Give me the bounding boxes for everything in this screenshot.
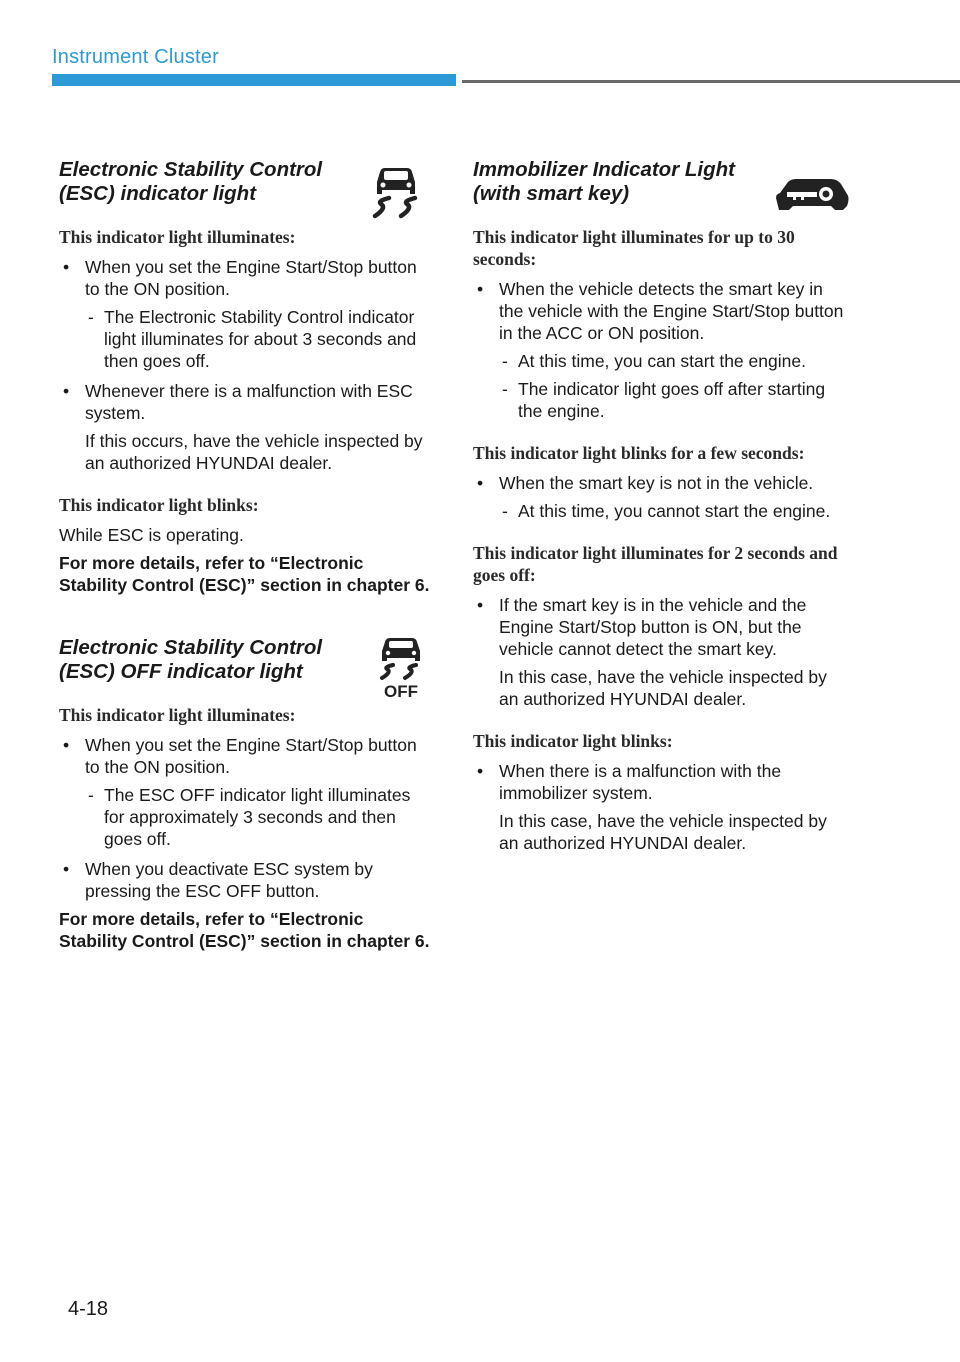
- list-item: • When you deactivate ESC system by pressing the ESC OFF button.: [59, 858, 431, 902]
- esc-section: [59, 158, 431, 596]
- immobilizer-key-icon: [771, 176, 851, 219]
- esc-off-icon-label: OFF: [384, 682, 418, 700]
- header-accent-bar: [52, 74, 456, 86]
- esc-off-indicator-icon: [375, 636, 427, 705]
- list-item: • If the smart key is in the vehicle and the Engine Start/Stop button is ON, but the vehicle cannot detect the smart key.: [473, 594, 849, 660]
- esc-title: Electronic Stability Control (ESC) indicator light: [59, 158, 323, 205]
- list-item: • When you set the Engine Start/Stop button to the ON position.: [59, 734, 431, 778]
- list-item: • When the vehicle detects the smart key in the vehicle with the Engine Start/Stop button in the ACC or ON position.: [473, 278, 849, 344]
- esc-off-section: [59, 636, 431, 952]
- list-subitem: - At this time, you cannot start the engine.: [473, 500, 849, 522]
- list-item: • When you set the Engine Start/Stop button to the ON position.: [59, 256, 431, 300]
- chapter-title: Instrument Cluster: [52, 46, 219, 68]
- esc-subhead-blinks: This indicator light blinks:: [59, 495, 259, 515]
- list-item: • Whenever there is a malfunction with ESC system.: [59, 380, 431, 424]
- header-rule: [462, 80, 960, 83]
- immobilizer-subhead-2-seconds: This indicator light illuminates for 2 seconds and goes off:: [473, 543, 838, 585]
- right-column: [473, 158, 849, 854]
- list-subitem: - At this time, you can start the engine.: [473, 350, 849, 372]
- list-subitem: - The indicator light goes off after starting the engine.: [473, 378, 849, 422]
- immobilizer-subhead-blinks-few: This indicator light blinks for a few seconds:: [473, 443, 805, 463]
- esc-subhead-illuminates: This indicator light illuminates:: [59, 227, 296, 247]
- list-note: In this case, have the vehicle inspected by an authorized HYUNDAI dealer.: [499, 811, 827, 853]
- list-note: In this case, have the vehicle inspected by an authorized HYUNDAI dealer.: [499, 667, 827, 709]
- list-item: • When there is a malfunction with the immobilizer system.: [473, 760, 849, 804]
- esc-reference: For more details, refer to “Electronic Stability Control (ESC)” section in chapter 6.: [59, 553, 430, 595]
- esc-indicator-icon: [367, 164, 427, 229]
- esc-off-title: Electronic Stability Control (ESC) OFF indicator light: [59, 636, 323, 683]
- list-item: • When the smart key is not in the vehicle.: [473, 472, 849, 494]
- immobilizer-section: [473, 158, 849, 854]
- immobilizer-title: Immobilizer Indicator Light (with smart key): [473, 158, 735, 205]
- esc-off-subhead-illuminates: This indicator light illuminates:: [59, 705, 296, 725]
- list-subitem: - The ESC OFF indicator light illuminates for approximately 3 seconds and then goes off.: [59, 784, 431, 850]
- esc-blink-text: While ESC is operating.: [59, 525, 244, 545]
- left-column: [59, 158, 431, 952]
- list-note: If this occurs, have the vehicle inspected by an authorized HYUNDAI dealer.: [85, 431, 423, 473]
- immobilizer-subhead-blinks: This indicator light blinks:: [473, 731, 673, 751]
- esc-off-reference: For more details, refer to “Electronic Stability Control (ESC)” section in chapter 6.: [59, 909, 430, 951]
- immobilizer-subhead-illuminates: This indicator light illuminates for up to 30 seconds:: [473, 227, 795, 269]
- list-subitem: - The Electronic Stability Control indicator light illuminates for about 3 seconds and then goes off.: [59, 306, 431, 372]
- page-number: 4-18: [68, 1298, 109, 1320]
